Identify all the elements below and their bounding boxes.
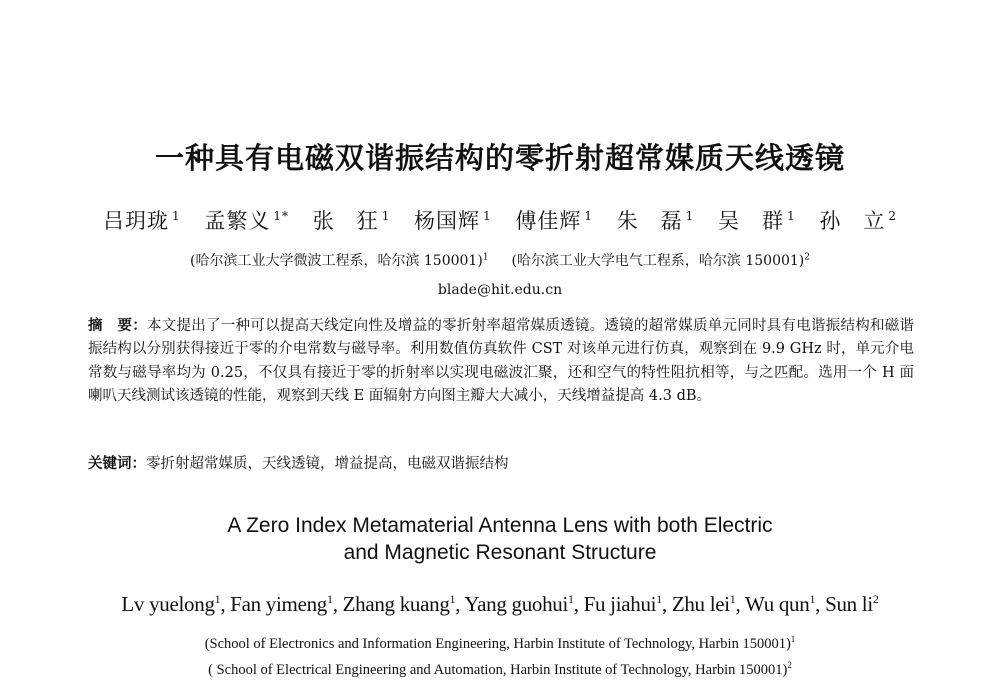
author-en-sup: 2: [872, 592, 879, 606]
author-en: [825, 592, 879, 616]
author-en-sup: 1: [214, 592, 221, 606]
author-cn: [414, 209, 492, 233]
author-cn-name: 张 狂: [312, 209, 379, 233]
title-chinese: 一种具有电磁双谐振结构的零折射超常媒质天线透镜: [154, 141, 845, 175]
affiliations-chinese: [0, 250, 1000, 270]
author-en-sup: 1: [568, 592, 574, 606]
author-cn: [718, 209, 796, 233]
author-cn-name: 杨国辉: [414, 209, 481, 233]
keywords-label: 关键词：: [88, 456, 146, 472]
author-cn-sup: 1: [685, 209, 695, 223]
author-en: [343, 592, 456, 616]
author-cn-sup: 1: [787, 209, 796, 223]
author-en-name: Zhu lei: [671, 592, 730, 616]
author-en-name: Zhang kuang: [342, 592, 450, 616]
author-cn: [617, 209, 695, 233]
affiliation-cn-2-sup: 2: [804, 252, 811, 263]
affiliation-en-1-text: (School of Electronics and Information Engineering, Harbin Institute of Technology, Harbin 150001): [204, 635, 791, 652]
author-en-name: Lv yuelong: [121, 592, 215, 616]
author-en: [121, 592, 220, 616]
affiliation-en-1-sup: 1: [790, 634, 796, 644]
author-cn-sup: 1: [483, 209, 492, 223]
affiliation-cn-1-sup: 1: [482, 252, 489, 263]
author-cn: [819, 209, 897, 233]
affiliation-english-1: [0, 634, 1000, 653]
abstract-chinese: [88, 315, 914, 409]
author-cn-name: 孙 立: [819, 209, 886, 233]
author-cn-name: 朱 磊: [616, 209, 683, 233]
author-en: [745, 592, 815, 616]
author-cn: [313, 209, 391, 233]
author-en: [584, 592, 662, 616]
affiliation-cn-1: (哈尔滨工业大学微波工程系，哈尔滨 150001): [189, 253, 483, 269]
author-en: [230, 592, 332, 616]
keywords-text: 零折射超常媒质，天线透镜，增益提高，电磁双谐振结构: [146, 456, 509, 472]
author-en-sup: 1: [729, 592, 736, 606]
author-cn-sup: 1: [381, 209, 391, 223]
author-cn-name: 孟繁义: [204, 209, 271, 233]
authors-chinese: [0, 205, 1000, 235]
author-cn: [515, 209, 593, 233]
author-cn-name: 吕玥珑: [103, 209, 170, 233]
affiliation-en-2-sup: 2: [787, 660, 792, 670]
author-cn: [204, 209, 289, 233]
title-en-line-1: A Zero Index Metamaterial Antenna Lens with both Electric: [227, 514, 773, 537]
author-en-name: Sun li: [825, 592, 873, 616]
author-cn-sup: 1: [584, 209, 593, 223]
affiliation-cn-2: (哈尔滨工业大学电气工程系，哈尔滨 150001): [511, 253, 805, 269]
abstract-label: 摘 要：: [88, 318, 148, 334]
author-en-name: Wu qun: [745, 592, 810, 616]
author-cn-name: 傅佳辉: [515, 209, 582, 233]
author-cn: [103, 209, 181, 233]
author-en-sup: 1: [327, 592, 333, 606]
author-en-name: Fan yimeng: [230, 592, 327, 616]
author-en-name: Yang guohui: [464, 592, 569, 616]
author-email: blade@hit.edu.cn: [437, 282, 563, 298]
author-cn-sup: 2: [888, 209, 897, 223]
author-en-sup: 1: [449, 592, 456, 606]
authors-english: Lv yuelong$^1$, Fan yimeng$^1$, Zhang kuang$^1$, Yang guohui$^1$, Fu jiahui$^1$, Zhu lei$^1$, Wu qun$^1$, Sun $li^2$: [121, 592, 879, 616]
author-en-sup: 1: [809, 592, 816, 606]
title-en-line-2: and Magnetic Resonant Structure: [343, 541, 657, 564]
author-en-sup: 1: [656, 592, 662, 606]
author-en-name: Fu jiahui: [583, 592, 657, 616]
affiliation-en-2-text: ( School of Electrical Engineering and Automation, Harbin Institute of Technology, Harbin 150001): [208, 661, 788, 678]
abstract-text: 本文提出了一种可以提高天线定向性及增益的零折射率超常媒质透镜。透镜的超常媒质单元同时具有电谐振结构和磁谐振结构以分别获得接近于零的介电常数与磁导率。利用数值仿真软件 CST 对该单元进行仿真，观察到在 9.9 GHz 时，单元介电常数与磁导率均为 0.25，不仅具有接近于零的折射率以实现电磁波汇聚，还和空气的特性阻抗相等，与之匹配。选用一个 H 面喇叭天线测试该透镜的性能，观察到天线 E 面辐射方向图主瓣大大减小，天线增益提高 4.3 dB。: [88, 318, 915, 405]
author-cn-sup: 1*: [273, 209, 289, 223]
title-english: [0, 512, 1000, 566]
author-en: [672, 592, 736, 616]
author-cn-sup: 1: [172, 209, 181, 223]
author-cn-name: 吴 群: [718, 209, 784, 233]
affiliation-english-2: [0, 660, 1000, 679]
keywords-chinese: [88, 453, 914, 475]
author-en: [464, 592, 573, 616]
